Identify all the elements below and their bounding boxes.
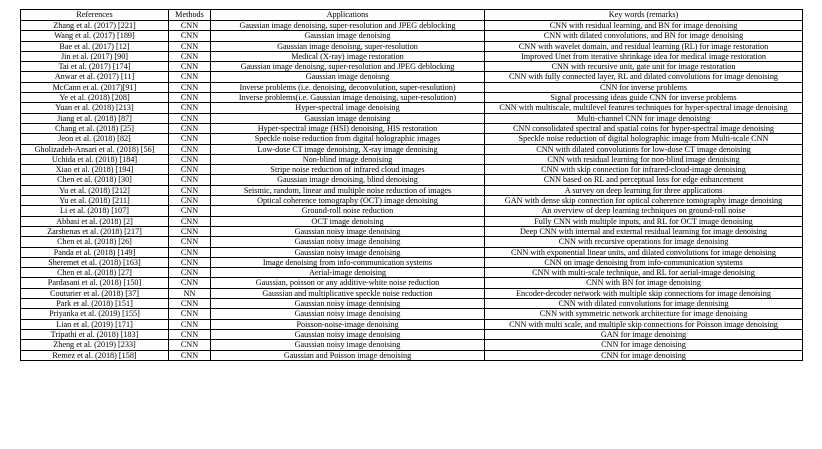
cell-key-words: CNN with dilated convolutions, and BN for image denoising (485, 31, 803, 41)
cell-method: CNN (169, 196, 211, 206)
table-row (21, 288, 803, 298)
cell-method: CNN (169, 350, 211, 360)
cell-application: Hyper-spectral image (HSI) denoising, HIS restoration (211, 123, 485, 133)
table-row (21, 51, 803, 61)
cell-key-words: CNN with exponential linear units, and dilated convolutions for image denoising (485, 247, 803, 257)
cell-key-words: Improved Unet from iterative shrinkage idea for medical image restoration (485, 51, 803, 61)
table-row (21, 165, 803, 175)
table-row (21, 154, 803, 164)
cell-key-words: CNN for image denoising (485, 350, 803, 360)
cell-application: Gaussian and multiplicative speckle noise reduction (211, 288, 485, 298)
cell-application: Stripe noise reduction of infrared cloud images (211, 165, 485, 175)
cell-key-words: Multi-channel CNN for image denoising (485, 113, 803, 123)
cell-key-words: CNN based on RL and perceptual loss for edge enhancement (485, 175, 803, 185)
cell-reference: Yu et al. (2018) [211] (21, 196, 169, 206)
cell-reference: Remez et al. (2018) [158] (21, 350, 169, 360)
cell-key-words: CNN with recursive unit, gate unit for image restoration (485, 62, 803, 72)
cell-key-words: CNN with symmetric network architecture for image denoising (485, 309, 803, 319)
cell-application: Inverse problems (i.e. denoising, deconvolution, super-resolution) (211, 82, 485, 92)
cell-application: Gaussian image denoisng, super-resolution (211, 41, 485, 51)
cell-application: Aerial-image denoising (211, 268, 485, 278)
cell-reference: Ye et al. (2018) [208] (21, 93, 169, 103)
cell-method: CNN (169, 319, 211, 329)
cell-reference: Panda et al. (2018) [149] (21, 247, 169, 257)
cell-reference: Yuan et al. (2018) [213] (21, 103, 169, 113)
cell-reference: Sheremet et al. (2018) [163] (21, 257, 169, 267)
cell-method: CNN (169, 329, 211, 339)
cell-reference: Zheng et al. (2019) [233] (21, 340, 169, 350)
cell-key-words: CNN with skip connection for infrared-cloud-image denoising (485, 165, 803, 175)
cell-method: CNN (169, 299, 211, 309)
cell-application: Gaussian, poisson or any additive-white noise reduction (211, 278, 485, 288)
table-row (21, 144, 803, 154)
cell-key-words: CNN with dilated convolutions for low-dose CT image denoising (485, 144, 803, 154)
cell-method: CNN (169, 257, 211, 267)
cell-key-words: GAN for image denoising (485, 329, 803, 339)
cell-reference: Chen et al. (2018) [26] (21, 237, 169, 247)
references-table (20, 9, 803, 361)
cell-application: Gaussian noisy image denoising (211, 329, 485, 339)
table-row (21, 31, 803, 41)
cell-key-words: CNN with fully connected layer, RL and dilated convolutions for image denoising (485, 72, 803, 82)
header-references: References (21, 10, 169, 21)
table-row (21, 41, 803, 51)
cell-application: Speckle noise reduction from digital holographic images (211, 134, 485, 144)
cell-key-words: CNN for image denoising (485, 340, 803, 350)
cell-method: CNN (169, 31, 211, 41)
cell-key-words: Deep CNN with internal and external residual learning for image denoising (485, 226, 803, 236)
cell-method: CNN (169, 103, 211, 113)
cell-method: CNN (169, 226, 211, 236)
table-body (21, 21, 803, 361)
cell-reference: Jin et al. (2017) [90] (21, 51, 169, 61)
cell-application: Non-blind image denoising (211, 154, 485, 164)
cell-method: CNN (169, 278, 211, 288)
cell-application: Image denoising from info-communication systems (211, 257, 485, 267)
table-row (21, 113, 803, 123)
cell-reference: Uchida et al. (2018) [184] (21, 154, 169, 164)
cell-method: CNN (169, 123, 211, 133)
cell-key-words: CNN with multi-scale technique, and RL for aerial-image denoising (485, 268, 803, 278)
cell-reference: Xiao et al. (2018) [194] (21, 165, 169, 175)
cell-reference: McCann et al. (2017)[91] (21, 82, 169, 92)
header-key-words: Key words (remarks) (485, 10, 803, 21)
cell-key-words: CNN with multi scale, and multiple skip connections for Poisson image denoising (485, 319, 803, 329)
cell-key-words: CNN with recursive operations for image denoising (485, 237, 803, 247)
cell-application: Poisson-noise-image denoising (211, 319, 485, 329)
cell-method: NN (169, 288, 211, 298)
cell-key-words: An overview of deep learning techniques on ground-roll noise (485, 206, 803, 216)
cell-reference: Tripathi et al. (2018) [183] (21, 329, 169, 339)
cell-application: Inverse problems(i.e. Gaussian image denoising, super-resolution) (211, 93, 485, 103)
cell-method: CNN (169, 82, 211, 92)
cell-reference: Abbasi et al. (2018) [2] (21, 216, 169, 226)
cell-key-words: Signal processing ideas guide CNN for inverse problems (485, 93, 803, 103)
cell-application: Medical (X-ray) image restoration (211, 51, 485, 61)
table-header (21, 10, 803, 21)
table-row (21, 21, 803, 31)
cell-application: Gaussian image denoising, blind denoising (211, 175, 485, 185)
table-row (21, 82, 803, 92)
table-row (21, 257, 803, 267)
cell-application: Optical coherence tomography (OCT) image denoising (211, 196, 485, 206)
cell-application: Gaussian noisy image denoising (211, 299, 485, 309)
cell-reference: Bae et al. (2017) [12] (21, 41, 169, 51)
cell-application: Gaussian noisy image denoising (211, 309, 485, 319)
table-row (21, 206, 803, 216)
cell-reference: Jiang et al. (2018) [87] (21, 113, 169, 123)
cell-reference: Zhang et al. (2017) [221] (21, 21, 169, 31)
cell-method: CNN (169, 340, 211, 350)
table-row (21, 196, 803, 206)
table-row (21, 175, 803, 185)
table-row (21, 309, 803, 319)
cell-application: Gaussian noisy image denoising (211, 340, 485, 350)
cell-method: CNN (169, 154, 211, 164)
table-row (21, 247, 803, 257)
cell-reference: Priyanka et al. (2019) [155] (21, 309, 169, 319)
cell-application: Gaussian image denoising (211, 31, 485, 41)
cell-application: Hyper-spectral image denoising (211, 103, 485, 113)
cell-method: CNN (169, 185, 211, 195)
table-row (21, 216, 803, 226)
cell-method: CNN (169, 175, 211, 185)
table-row (21, 299, 803, 309)
table-row (21, 62, 803, 72)
cell-reference: Anwar et al. (2017) [11] (21, 72, 169, 82)
cell-method: CNN (169, 113, 211, 123)
cell-key-words: GAN with dense skip connection for optical coherence tomography image denoising (485, 196, 803, 206)
cell-reference: Chen et al. (2018) [27] (21, 268, 169, 278)
table-row (21, 268, 803, 278)
cell-key-words: Encoder-decoder network with multiple skip connections for image denoising (485, 288, 803, 298)
cell-application: Gaussian noisy image denoising (211, 247, 485, 257)
table-row (21, 319, 803, 329)
cell-key-words: CNN with wavelet domain, and residual learning (RL) for image restoration (485, 41, 803, 51)
cell-method: CNN (169, 237, 211, 247)
table-row (21, 226, 803, 236)
cell-method: CNN (169, 247, 211, 257)
cell-method: CNN (169, 206, 211, 216)
cell-method: CNN (169, 165, 211, 175)
cell-key-words: CNN with residual learning, and BN for image denoising (485, 21, 803, 31)
cell-application: OCT image denoising (211, 216, 485, 226)
cell-application: Gaussian and Poisson image denoising (211, 350, 485, 360)
cell-application: Gaussian noisy image denoising (211, 226, 485, 236)
cell-application: Seismic, random, linear and multiple noise reduction of images (211, 185, 485, 195)
cell-reference: Jeon et al. (2018) [82] (21, 134, 169, 144)
cell-method: CNN (169, 51, 211, 61)
cell-key-words: CNN with dilated convolutions for image denoising (485, 299, 803, 309)
cell-method: CNN (169, 309, 211, 319)
cell-key-words: CNN with residual learning for non-blind image denoising (485, 154, 803, 164)
cell-method: CNN (169, 72, 211, 82)
cell-key-words: CNN with multiscale, multilevel features techniques for hyper-spectral image denoising (485, 103, 803, 113)
header-methods: Methods (169, 10, 211, 21)
cell-application: Low-dose CT image denoising, X-ray image denoising (211, 144, 485, 154)
header-row (21, 10, 803, 21)
cell-reference: Li et al. (2018) [107] (21, 206, 169, 216)
table-row (21, 329, 803, 339)
cell-key-words: A survey on deep learning for three applications (485, 185, 803, 195)
cell-method: CNN (169, 144, 211, 154)
cell-method: CNN (169, 216, 211, 226)
cell-key-words: CNN consolidated spectral and spatial coins for hyper-spectral image denoising (485, 123, 803, 133)
cell-application: Gaussian image denoising (211, 113, 485, 123)
table-row (21, 340, 803, 350)
cell-reference: Couturier et al. (2018) [37] (21, 288, 169, 298)
cell-reference: Yu et al. (2018) [212] (21, 185, 169, 195)
cell-key-words: CNN on image denoising from info-communication systems (485, 257, 803, 267)
header-applications: Applications (211, 10, 485, 21)
cell-method: CNN (169, 21, 211, 31)
cell-key-words: Fully CNN with multiple inputs, and RL for OCT image denoising (485, 216, 803, 226)
cell-reference: Zarshenas et al. (2018) [217] (21, 226, 169, 236)
cell-application: Gaussian image denoisng, super-resolution and JPEG deblocking (211, 62, 485, 72)
table-row (21, 93, 803, 103)
cell-method: CNN (169, 93, 211, 103)
cell-key-words: CNN with BN for image denoising (485, 278, 803, 288)
cell-method: CNN (169, 62, 211, 72)
cell-reference: Park et al. (2018) [151] (21, 299, 169, 309)
table-row (21, 237, 803, 247)
cell-key-words: CNN for inverse problems (485, 82, 803, 92)
cell-reference: Lian et al. (2019) [171] (21, 319, 169, 329)
cell-method: CNN (169, 41, 211, 51)
cell-reference: Chang et al. (2018) [25] (21, 123, 169, 133)
table-row (21, 185, 803, 195)
table-row (21, 72, 803, 82)
table-row (21, 103, 803, 113)
table-row (21, 134, 803, 144)
cell-reference: Chen et al. (2018) [30] (21, 175, 169, 185)
cell-reference: Gholizadeh-Ansari et al. (2018) [56] (21, 144, 169, 154)
table-row (21, 278, 803, 288)
cell-method: CNN (169, 268, 211, 278)
cell-application: Ground-roll noise reduction (211, 206, 485, 216)
cell-application: Gaussian image denoisng (211, 72, 485, 82)
cell-reference: Tai et al. (2017) [174] (21, 62, 169, 72)
table-row (21, 123, 803, 133)
cell-application: Gaussian noisy image denoising (211, 237, 485, 247)
cell-method: CNN (169, 134, 211, 144)
table-row (21, 350, 803, 360)
cell-reference: Pardasani et al. (2018) [150] (21, 278, 169, 288)
cell-key-words: Speckle noise reduction of digital holographic image from Multi-scale CNN (485, 134, 803, 144)
cell-reference: Wang et al. (2017) [189] (21, 31, 169, 41)
cell-application: Gaussian image denoising, super-resolution and JPEG deblocking (211, 21, 485, 31)
